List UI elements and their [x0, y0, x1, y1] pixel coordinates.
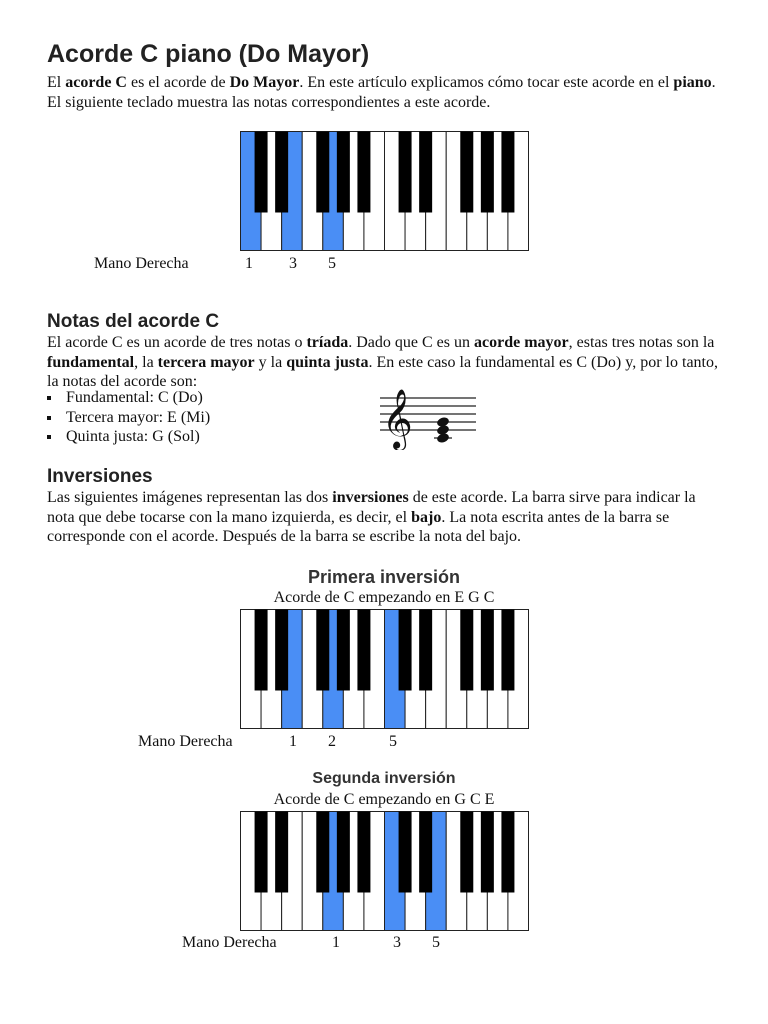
- treble-clef-icon: 𝄞: [382, 389, 413, 449]
- inversions-paragraph: Las siguientes imágenes representan las dos inversiones de este acorde. La barra sirve para indicar la nota que debe tocarse con la mano izquierda, es decir, el bajo. La nota escrita antes de la barra se corresponde con el acorde. Después de la barra se escribe la nota del bajo.: [47, 489, 696, 545]
- black-key: [275, 132, 288, 213]
- hand-label: Mano Derecha: [182, 934, 277, 951]
- chord-notes-icon: [436, 416, 450, 444]
- black-key: [275, 812, 288, 893]
- black-key: [481, 610, 494, 691]
- black-key: [399, 812, 412, 893]
- finger-number: 5: [389, 733, 397, 750]
- black-key: [399, 610, 412, 691]
- black-key: [419, 132, 432, 213]
- black-key: [316, 812, 329, 893]
- black-key: [275, 610, 288, 691]
- chord-notes-list: [47, 388, 210, 447]
- black-key: [501, 812, 514, 893]
- black-key: [460, 132, 473, 213]
- black-key: [357, 812, 370, 893]
- black-key: [419, 812, 432, 893]
- black-key: [501, 132, 514, 213]
- black-key: [337, 610, 350, 691]
- black-key: [501, 610, 514, 691]
- piano-keyboard-first-inversion: [240, 609, 529, 729]
- black-key: [399, 132, 412, 213]
- hand-label: Mano Derecha: [94, 255, 189, 272]
- finger-number: 1: [332, 934, 340, 951]
- black-key: [357, 610, 370, 691]
- first-inversion-subtitle: Acorde de C empezando en E G C: [273, 589, 495, 606]
- list-item: Quinta justa: G (Sol): [47, 427, 210, 447]
- piano-keyboard-second-inversion: [240, 811, 529, 931]
- page-title: Acorde C piano (Do Mayor): [47, 40, 370, 68]
- black-key: [357, 132, 370, 213]
- hand-label: Mano Derecha: [138, 733, 233, 750]
- finger-number: 1: [245, 255, 253, 272]
- black-key: [460, 610, 473, 691]
- finger-number: 3: [393, 934, 401, 951]
- first-inversion-title: Primera inversión: [307, 567, 461, 587]
- notes-paragraph: El acorde C es un acorde de tres notas o tríada. Dado que C es un acorde mayor, estas tres notas son la fundamental, la tercera mayor y la quinta justa. En este caso la fundamental es C (Do) y, por lo tanto, la notas del acorde son:: [47, 334, 718, 390]
- black-key: [316, 132, 329, 213]
- black-key: [481, 132, 494, 213]
- black-key: [460, 812, 473, 893]
- second-inversion-title: Segunda inversión: [312, 770, 456, 787]
- inversions-heading: Inversiones: [47, 466, 153, 487]
- finger-number: 2: [328, 733, 336, 750]
- piano-keyboard-root: [240, 131, 529, 251]
- black-key: [337, 812, 350, 893]
- black-key: [481, 812, 494, 893]
- music-staff-chord-image: [378, 378, 478, 450]
- finger-number: 5: [328, 255, 336, 272]
- black-key: [255, 610, 268, 691]
- finger-number: 3: [289, 255, 297, 272]
- black-key: [316, 610, 329, 691]
- intro-paragraph: El acorde C es el acorde de Do Mayor. En este artículo explicamos cómo tocar este acorde en el piano. El siguiente teclado muestra las notas correspondientes a este acorde.: [47, 74, 716, 111]
- black-key: [337, 132, 350, 213]
- list-item: Fundamental: C (Do): [47, 388, 210, 408]
- black-key: [419, 610, 432, 691]
- finger-number: 5: [432, 934, 440, 951]
- notes-heading: Notas del acorde C: [47, 311, 220, 332]
- second-inversion-subtitle: Acorde de C empezando en G C E: [273, 791, 495, 808]
- black-key: [255, 132, 268, 213]
- list-item: Tercera mayor: E (Mi): [47, 408, 210, 428]
- black-key: [255, 812, 268, 893]
- finger-number: 1: [289, 733, 297, 750]
